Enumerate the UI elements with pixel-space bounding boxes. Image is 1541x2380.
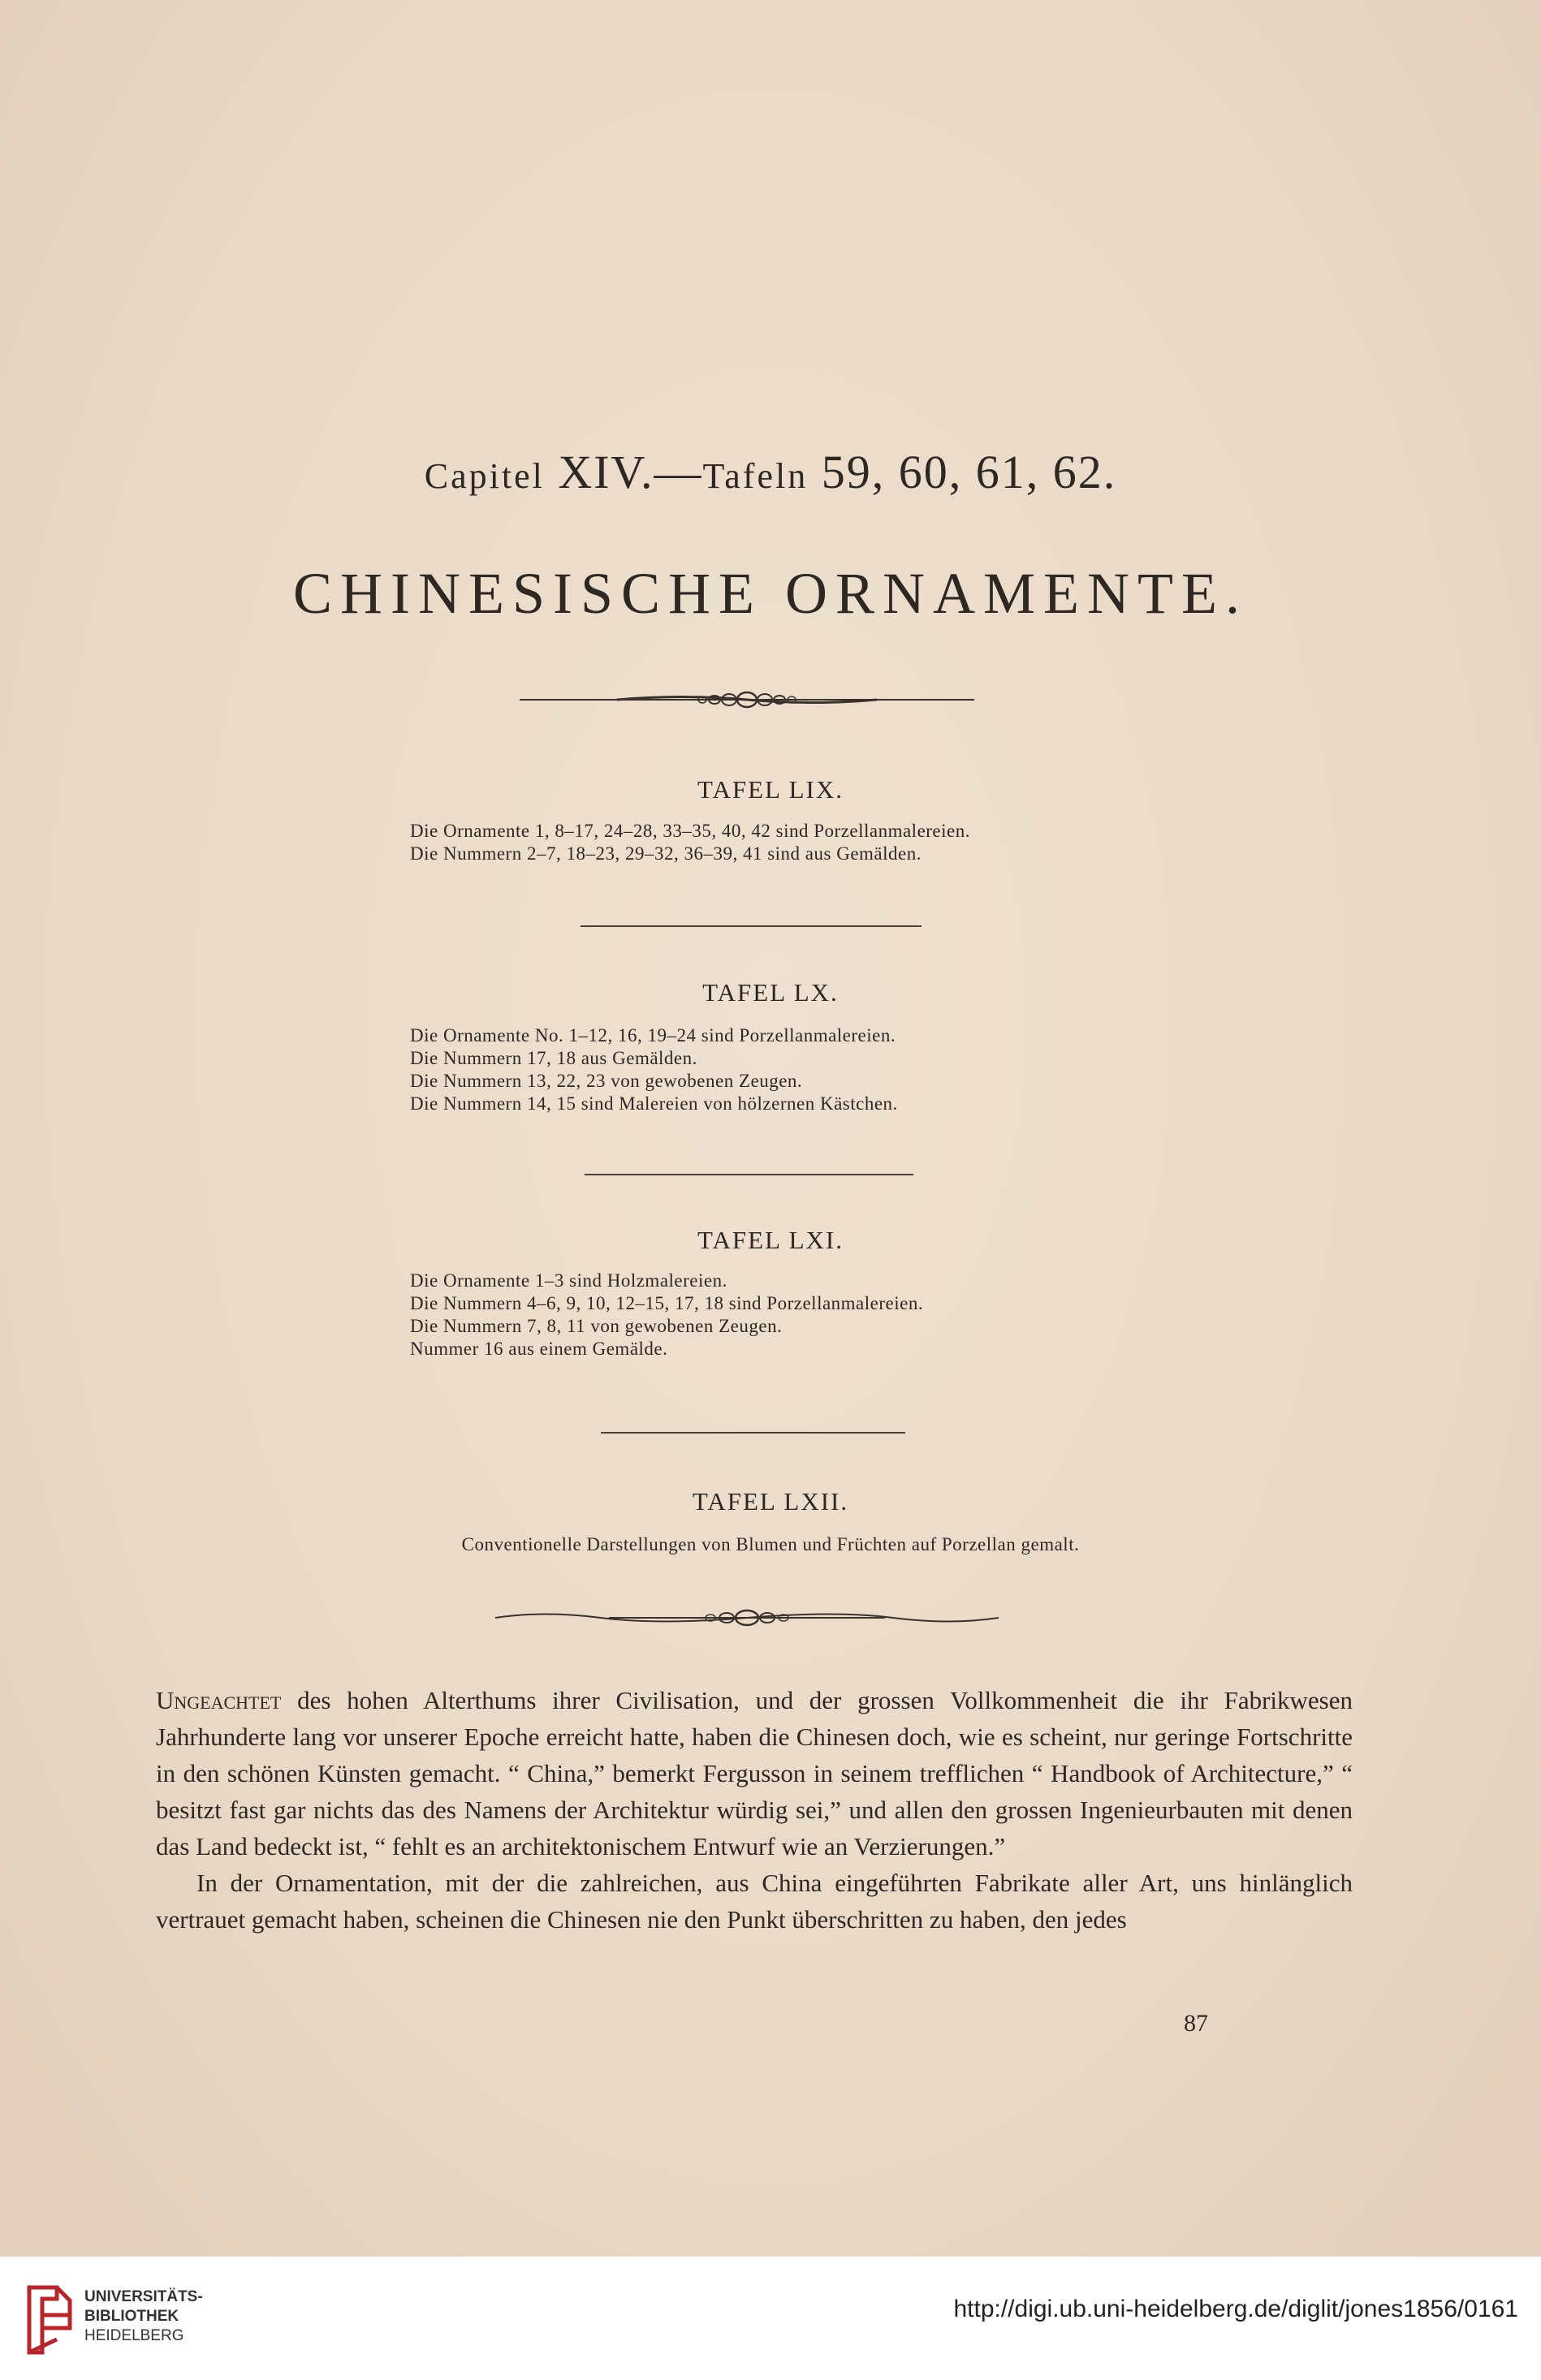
chapter-heading [0,445,1541,499]
tafel-lix-heading: TAFEL LIX. [697,775,844,804]
paragraph-lead: Ungeachtet [156,1686,282,1714]
paragraph-1 [156,1682,1353,1865]
chapter-tafeln-word: Tafeln [702,456,809,496]
paragraph-1-text: des hohen Alterthums ihrer Civilisation, und der grossen Vollkommenheit die ihr Fabrikwesen Jahrhunderte lang vor unserer Epoche erreicht hatte, haben die Chinesen doch, wie es scheint, nur geringe Fortschritte in den schönen Künsten gemacht. “ China,” bemerkt Fergusson in seinem trefflichen “ Handbook of Architecture,” “ besitzt fast gar nichts das des Namens der Architektur würdig sei,” und allen den grossen Ingenieurbauten mit denen das Land bedeckt ist, “ fehlt es an architektonischem Entwurf wie an Verzierungen.” [156,1686,1353,1860]
body-text [156,1682,1353,1938]
tafel-lxii-text: Conventionelle Darstellungen von Blumen und Früchten auf Porzellan gemalt. [461,1534,1080,1554]
list-item: Die Nummern 7, 8, 11 von gewobenen Zeugen. [410,1316,783,1336]
library-line: BIBLIOTHEK [84,2308,179,2325]
list-item: Die Nummern 14, 15 sind Malereien von hölzernen Kästchen. [410,1093,898,1114]
section-divider [601,1432,905,1434]
tafel-lxi-heading: TAFEL LXI. [697,1226,844,1254]
section-divider [581,925,922,927]
section-divider [585,1174,913,1175]
library-line: HEIDELBERG [84,2327,184,2344]
ornament-divider-top [520,686,974,714]
list-item: Die Ornamente No. 1–12, 16, 19–24 sind Porzellanmalereien. [410,1025,896,1046]
chapter-prefix: Capitel [424,456,545,496]
list-item: Die Nummern 2–7, 18–23, 29–32, 36–39, 41 sind aus Gemälden. [410,843,922,864]
tafel-lix-list [410,820,1141,865]
list-item: Die Nummern 13, 22, 23 von gewobenen Zeugen. [410,1071,803,1091]
source-url-link[interactable]: http://digi.ub.uni-heidelberg.de/diglit/jones1856/0161 [953,2296,1518,2322]
list-item: Nummer 16 aus einem Gemälde. [410,1339,668,1359]
list-item: Die Nummern 17, 18 aus Gemälden. [410,1048,697,1068]
list-item: Die Nummern 4–6, 9, 10, 12–15, 17, 18 sind Porzellanmalereien. [410,1293,924,1313]
chapter-number: XIV. [558,446,654,498]
tafel-lx-list [410,1024,1141,1115]
chapter-plates: 59, 60, 61, 62. [821,446,1117,498]
library-logo-icon [24,2283,75,2357]
page-title: CHINESISCHE ORNAMENTE. [292,561,1248,626]
ornament-divider-bottom [495,1604,999,1632]
library-name [84,2287,203,2346]
chapter-separator: — [654,446,703,498]
list-item: Die Ornamente 1–3 sind Holzmalereien. [410,1270,727,1291]
library-line: UNIVERSITÄTS- [84,2288,203,2305]
tafel-lx-heading: TAFEL LX. [702,978,839,1007]
tafel-lxi-list [410,1270,1141,1360]
tafel-lxii-heading: TAFEL LXII. [692,1487,849,1516]
paragraph-2: In der Ornamentation, mit der die zahlreichen, aus China eingeführten Fabrikate aller Art, uns hinlänglich vertrauet gemacht haben, scheinen die Chinesen nie den Punkt überschritten zu haben, den jedes [156,1869,1353,1934]
list-item: Die Ornamente 1, 8–17, 24–28, 33–35, 40, 42 sind Porzellanmalereien. [410,821,970,841]
page-number: 87 [1184,2010,1208,2037]
